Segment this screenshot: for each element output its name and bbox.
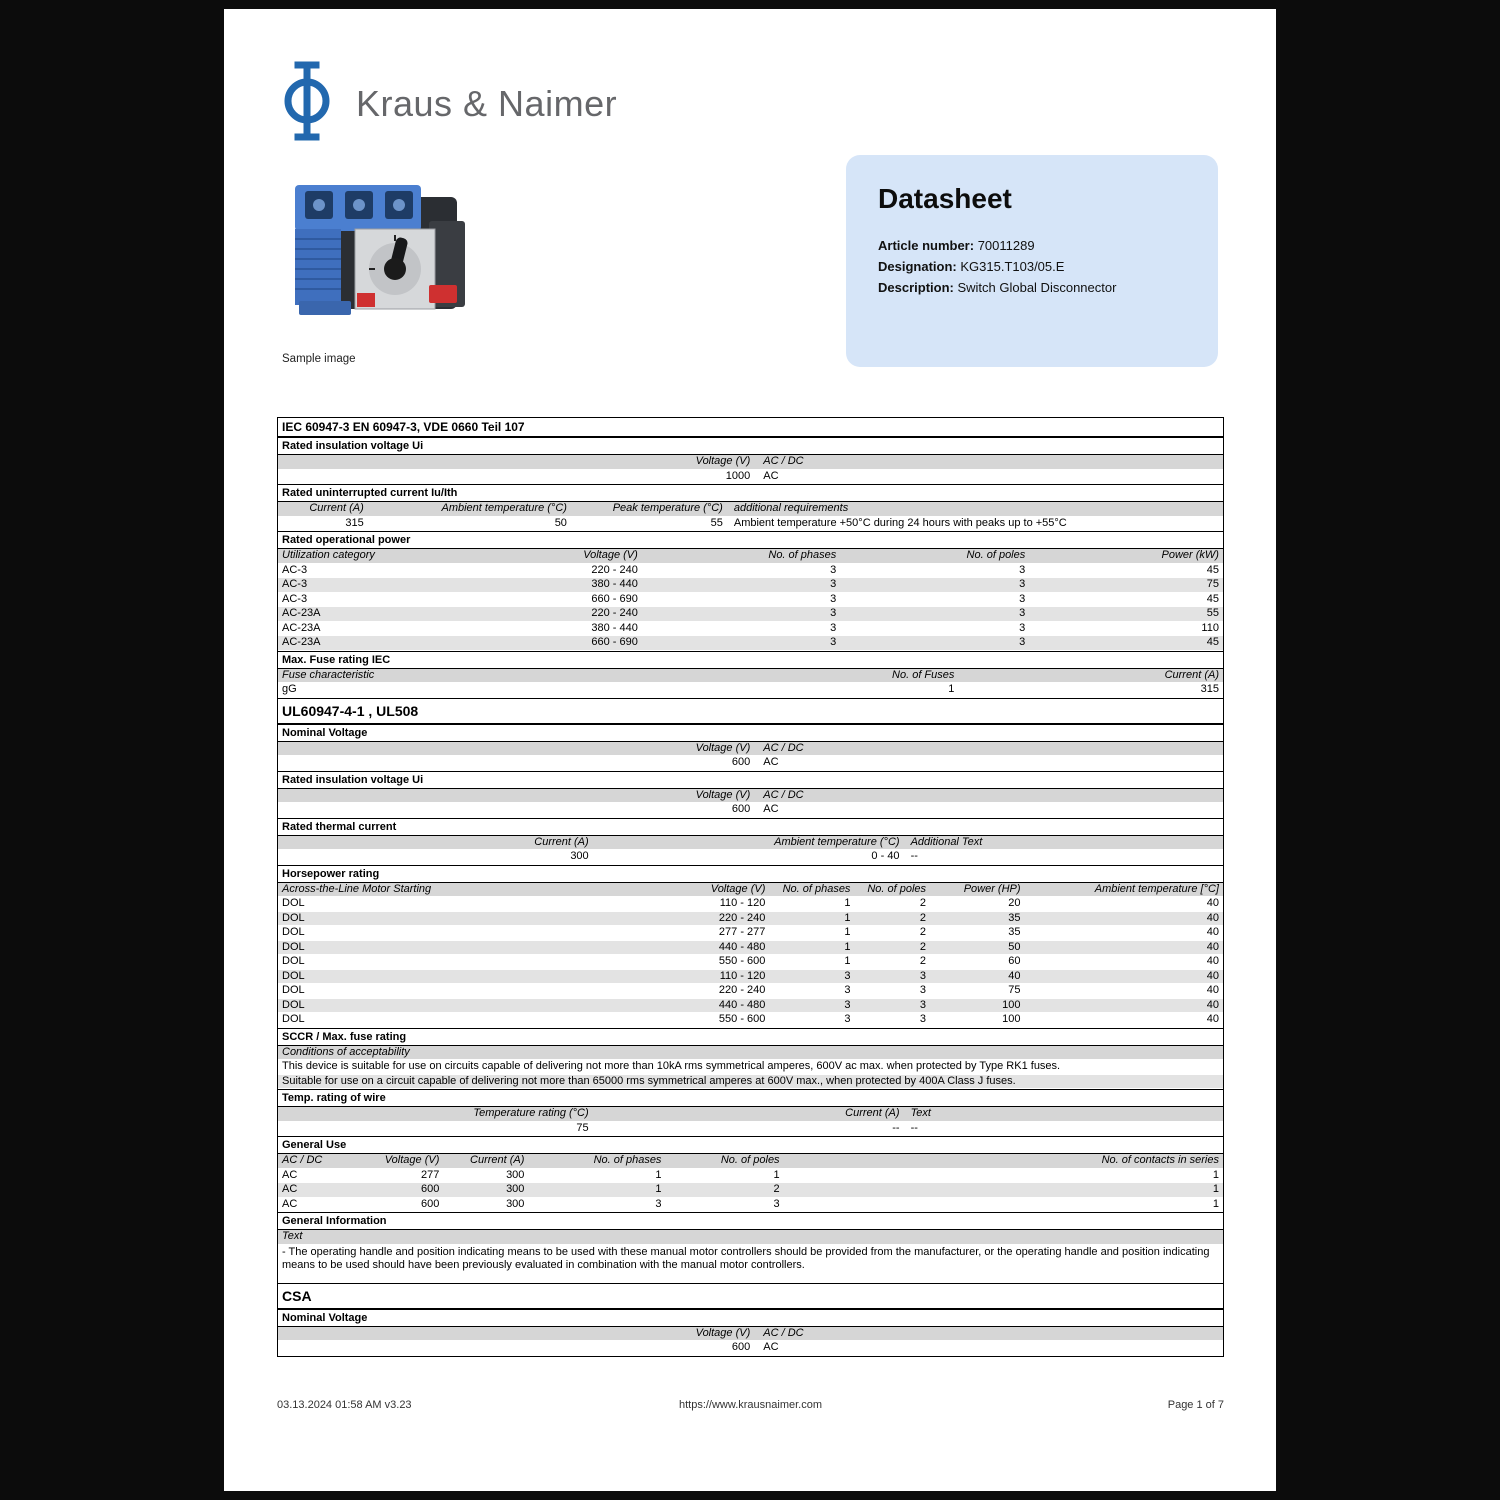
cell: AC / DC (282, 1154, 323, 1166)
table-header-row (278, 836, 1223, 851)
cell: 1 (655, 1168, 662, 1181)
cell: 300 (506, 1197, 525, 1210)
cell: 3 (1019, 563, 1026, 576)
cell: 380 - 440 (591, 621, 638, 634)
cell: 60 (1008, 955, 1021, 967)
section-title-fuse-rating: Max. Fuse rating IEC (278, 651, 1223, 669)
table-row (278, 1013, 1223, 1028)
cell: 3 (844, 1013, 851, 1025)
cell: 550 - 600 (718, 955, 766, 967)
cell: Fuse characteristic (282, 668, 375, 681)
cell: Conditions of acceptability (282, 1045, 410, 1058)
cell: AC / DC (763, 1326, 804, 1339)
cell: 1 (844, 911, 851, 924)
cell: 1 (948, 683, 955, 695)
cell: Ambient temperature +50°C during 24 hours with peaks up to +55°C (733, 516, 1067, 529)
cell: 75 (1206, 578, 1219, 590)
table-row (278, 578, 1223, 593)
cell: No. of phases (593, 1154, 662, 1166)
cell: -- (910, 1121, 918, 1134)
cell: AC-23A (282, 607, 321, 619)
cell: 3 (830, 592, 837, 605)
cell: 380 - 440 (591, 578, 638, 590)
cell: No. of phases (782, 882, 851, 895)
cell: 220 - 240 (718, 911, 766, 924)
cell: 1 (844, 926, 851, 938)
cell: AC-3 (282, 592, 308, 605)
cell: 3 (919, 984, 927, 996)
cell: DOL (282, 940, 305, 953)
cell: 55 (1206, 607, 1219, 619)
cell: 300 (506, 1168, 525, 1181)
table-row (278, 984, 1223, 999)
cell: 40 (1206, 897, 1219, 909)
cell: AC-23A (282, 621, 321, 634)
table-row (278, 1060, 1223, 1075)
table-row (278, 470, 1223, 485)
datasheet-panel (846, 155, 1218, 367)
cell: 40 (1206, 911, 1219, 924)
section-title-operational-power: Rated operational power (278, 531, 1223, 549)
cell: 100 (1002, 998, 1021, 1011)
cell: 45 (1206, 636, 1219, 648)
cell: AC-23A (282, 636, 321, 648)
cell: DOL (282, 955, 305, 967)
section-title-ul-nominal-voltage: Nominal Voltage (278, 724, 1223, 742)
cell: -- (910, 850, 918, 862)
cell: 3 (830, 578, 837, 590)
cell: Current (A) (309, 502, 364, 514)
cell: 20 (1008, 897, 1021, 909)
table-row (278, 1169, 1223, 1184)
footer-timestamp: 03.13.2024 01:58 AM v3.23 (277, 1399, 412, 1411)
section-title-thermal-current: Rated thermal current (278, 818, 1223, 836)
cell: Ambient temperature [°C] (1094, 882, 1219, 895)
cell: 0 - 40 (871, 850, 900, 862)
cell: DOL (282, 897, 305, 909)
cell: 3 (919, 969, 927, 982)
table-row (278, 607, 1223, 622)
cell: 3 (830, 636, 837, 648)
cell: Current (A) (845, 1107, 900, 1119)
cell: 40 (1206, 1013, 1219, 1025)
cell: 40 (1206, 998, 1219, 1011)
cell: 660 - 690 (591, 592, 638, 605)
table-row (278, 1198, 1223, 1213)
cell: gG (282, 683, 297, 695)
cell: 2 (919, 897, 927, 909)
csa-group-title: CSA (278, 1283, 1223, 1309)
table-row (278, 912, 1223, 927)
cell: AC / DC (763, 788, 804, 801)
cell: Across-the-Line Motor Starting (282, 882, 432, 895)
cell: 3 (919, 1013, 927, 1025)
cell: 3 (1019, 636, 1026, 648)
table-header-row (278, 789, 1223, 804)
cell: 2 (919, 955, 927, 967)
cell: Current (A) (470, 1154, 525, 1166)
section-title-iec-insulation: Rated insulation voltage Ui (278, 437, 1223, 455)
cell: 3 (1019, 607, 1026, 619)
cell: DOL (282, 926, 305, 938)
cell: 277 (421, 1168, 440, 1181)
section-title-ul-insulation: Rated insulation voltage Ui (278, 771, 1223, 789)
cell: 75 (1008, 984, 1021, 996)
ul-group-title: UL60947-4-1 , UL508 (278, 698, 1223, 724)
cell: 1 (844, 940, 851, 953)
cell: 50 (554, 516, 567, 529)
cell: No. of phases (768, 549, 837, 561)
cell: 2 (919, 940, 927, 953)
cell: This device is suitable for use on circuits capable of delivering not more than 10kA rms symmetrical amperes, 600V ac max. when protected by Type RK1 fuses. (282, 1060, 1061, 1072)
description-row (878, 277, 1186, 298)
section-title-wire-temp: Temp. rating of wire (278, 1089, 1223, 1107)
table-header-row (278, 1230, 1223, 1245)
table-row (278, 564, 1223, 579)
cell: 1 (773, 1168, 780, 1181)
cell: Ambient temperature (°C) (441, 502, 567, 514)
cell: 315 (345, 516, 364, 529)
brand-logo (274, 61, 617, 146)
cell: 100 (1002, 1013, 1021, 1025)
cell: Additional Text (910, 835, 983, 848)
table-row (278, 1075, 1223, 1090)
cell: Current (A) (1164, 668, 1219, 681)
footer-page-number: Page 1 of 7 (1167, 1399, 1225, 1411)
designation-row (878, 256, 1186, 277)
table-row (278, 593, 1223, 608)
cell: 35 (1008, 911, 1021, 924)
cell: 220 - 240 (718, 984, 766, 996)
table-row (278, 999, 1223, 1014)
description-label: Description: (878, 280, 954, 295)
phi-logo-icon (274, 61, 340, 146)
cell: 3 (830, 621, 837, 634)
cell: 1 (1212, 1183, 1219, 1195)
cell: Suitable for use on a circuit capable of delivering not more than 65000 rms symmetrical amperes at 600V max., when protected by 400A Class J fuses. (282, 1074, 1016, 1087)
cell: 40 (1206, 969, 1219, 982)
section-title-uninterrupted-current: Rated uninterrupted current Iu/Ith (278, 484, 1223, 502)
cell: AC (763, 469, 779, 482)
cell: -- (892, 1121, 900, 1134)
cell: 277 - 277 (718, 926, 766, 938)
cell: Utilization category (282, 549, 375, 561)
table-header-row (278, 1327, 1223, 1342)
cell: 550 - 600 (718, 1013, 766, 1025)
cell: 2 (773, 1183, 780, 1195)
cell: 35 (1008, 926, 1021, 938)
cell: DOL (282, 911, 305, 924)
cell: DOL (282, 984, 305, 996)
cell: 40 (1206, 940, 1219, 953)
cell: 45 (1206, 592, 1219, 605)
general-information-text: - The operating handle and position indicating means to be used with these manual motor controllers should be provided from the manufacturer, or the operating handle and position indicating means to be used should have been previously evaluated in combination with the manual motor controllers. (278, 1245, 1223, 1274)
cell: AC (282, 1168, 298, 1181)
table-row (278, 970, 1223, 985)
cell: No. of contacts in series (1101, 1154, 1219, 1166)
table-row (278, 1341, 1223, 1356)
cell: 315 (1200, 683, 1219, 695)
cell: 1 (844, 955, 851, 967)
cell: Text (910, 1107, 931, 1119)
table-header-row (278, 1046, 1223, 1061)
cell: 220 - 240 (591, 563, 638, 576)
spacer (278, 1274, 1223, 1283)
cell: 3 (1019, 592, 1026, 605)
cell: Voltage (V) (695, 1326, 751, 1339)
table-row (278, 1122, 1223, 1137)
cell: 3 (844, 969, 851, 982)
table-header-row (278, 1154, 1223, 1169)
cell: 75 (576, 1121, 589, 1134)
section-title-general-use: General Use (278, 1136, 1223, 1154)
cell: 3 (1019, 578, 1026, 590)
description-value: Switch Global Disconnector (957, 280, 1117, 295)
cell: 600 (731, 756, 751, 768)
cell: DOL (282, 1013, 305, 1025)
cell: 3 (830, 607, 837, 619)
cell: 55 (710, 516, 723, 529)
cell: AC / DC (763, 455, 804, 467)
cell: Peak temperature (°C) (612, 502, 723, 514)
cell: 45 (1206, 563, 1219, 576)
sample-image-caption: Sample image (282, 353, 356, 365)
cell: 3 (830, 563, 837, 576)
footer-url[interactable]: https://www.krausnaimer.com (678, 1399, 823, 1411)
table-row (278, 517, 1223, 532)
table-row (278, 1183, 1223, 1198)
cell: 600 (731, 803, 751, 815)
cell: Voltage (V) (583, 549, 638, 561)
article-number-row (878, 235, 1186, 256)
cell: Voltage (V) (695, 455, 751, 467)
page-footer (277, 1399, 1224, 1411)
cell: 110 - 120 (719, 969, 766, 982)
cell: AC / DC (763, 741, 804, 754)
cell: AC (282, 1183, 298, 1195)
cell: AC (763, 803, 779, 815)
page-title: Datasheet (878, 183, 1012, 214)
cell: 2 (919, 926, 927, 938)
table-row (278, 850, 1223, 865)
brand-name: Kraus & Naimer (356, 82, 618, 124)
table-row (278, 683, 1223, 698)
cell: Current (A) (534, 835, 589, 848)
cell: AC (763, 1341, 779, 1353)
cell: No. of poles (966, 549, 1026, 561)
table-header-row (278, 669, 1223, 684)
product-image (279, 169, 474, 346)
cell: 50 (1008, 940, 1021, 953)
cell: 3 (655, 1197, 662, 1210)
cell: Power (HP) (963, 882, 1021, 895)
table-header-row (278, 455, 1223, 470)
cell: 300 (506, 1183, 525, 1195)
cell: Voltage (V) (695, 788, 751, 801)
table-row (278, 941, 1223, 956)
table-row (278, 926, 1223, 941)
cell: Voltage (V) (710, 882, 766, 895)
cell: Temperature rating (°C) (473, 1107, 589, 1119)
designation-value: KG315.T103/05.E (960, 259, 1065, 274)
cell: 600 (731, 1341, 751, 1353)
cell: 110 - 120 (719, 897, 766, 909)
cell: 40 (1206, 955, 1219, 967)
designation-label: Designation: (878, 259, 957, 274)
cell: 1 (1212, 1197, 1219, 1210)
table-row (278, 803, 1223, 818)
cell: 660 - 690 (591, 636, 638, 648)
cell: Ambient temperature (°C) (774, 835, 900, 848)
table-header-row (278, 742, 1223, 757)
table-header-row (278, 883, 1223, 898)
cell: 300 (570, 850, 589, 862)
cell: 3 (773, 1197, 780, 1210)
cell: AC (763, 756, 779, 768)
cell: No. of poles (867, 882, 927, 895)
cell: 3 (844, 984, 851, 996)
article-number-value: 70011289 (977, 238, 1035, 253)
cell: additional requirements (733, 502, 849, 514)
article-number-label: Article number: (878, 238, 975, 253)
cell: 600 (421, 1183, 440, 1195)
section-title-general-information: General Information (278, 1212, 1223, 1230)
cell: Voltage (V) (695, 741, 751, 754)
cell: Voltage (V) (384, 1154, 440, 1166)
cell: 2 (919, 911, 927, 924)
table-row (278, 622, 1223, 637)
section-title-horsepower: Horsepower rating (278, 865, 1223, 883)
cell: Text (282, 1230, 303, 1242)
cell: AC-3 (282, 578, 308, 590)
cell: 440 - 480 (718, 940, 766, 953)
ratings-table (277, 417, 1224, 1357)
table-row (278, 636, 1223, 651)
table-row (278, 756, 1223, 771)
cell: AC (282, 1197, 298, 1210)
cell: 40 (1206, 984, 1219, 996)
cell: 110 (1201, 621, 1219, 634)
cell: 3 (1019, 621, 1026, 634)
cell: 1000 (725, 469, 751, 482)
cell: 1 (844, 897, 851, 909)
cell: DOL (282, 998, 305, 1011)
table-header-row (278, 502, 1223, 517)
iec-group-title: IEC 60947-3 EN 60947-3, VDE 0660 Teil 107 (278, 418, 1223, 437)
cell: DOL (282, 969, 305, 982)
section-title-csa-nominal-voltage: Nominal Voltage (278, 1309, 1223, 1327)
cell: Power (kW) (1161, 549, 1219, 561)
cell: 440 - 480 (718, 998, 766, 1011)
cell: AC-3 (282, 563, 308, 576)
cell: 1 (1212, 1168, 1219, 1181)
cell: No. of poles (720, 1154, 780, 1166)
table-row (278, 897, 1223, 912)
cell: 600 (421, 1197, 440, 1210)
cell: 3 (844, 998, 851, 1011)
table-header-row (278, 1107, 1223, 1122)
cell: No. of Fuses (892, 668, 955, 681)
cell: 1 (655, 1183, 662, 1195)
section-title-sccr: SCCR / Max. fuse rating (278, 1028, 1223, 1046)
datasheet-page (224, 9, 1276, 1491)
cell: 220 - 240 (591, 607, 638, 619)
table-header-row (278, 549, 1223, 564)
table-row (278, 955, 1223, 970)
cell: 40 (1206, 926, 1219, 938)
cell: 3 (919, 998, 927, 1011)
cell: 40 (1008, 969, 1021, 982)
